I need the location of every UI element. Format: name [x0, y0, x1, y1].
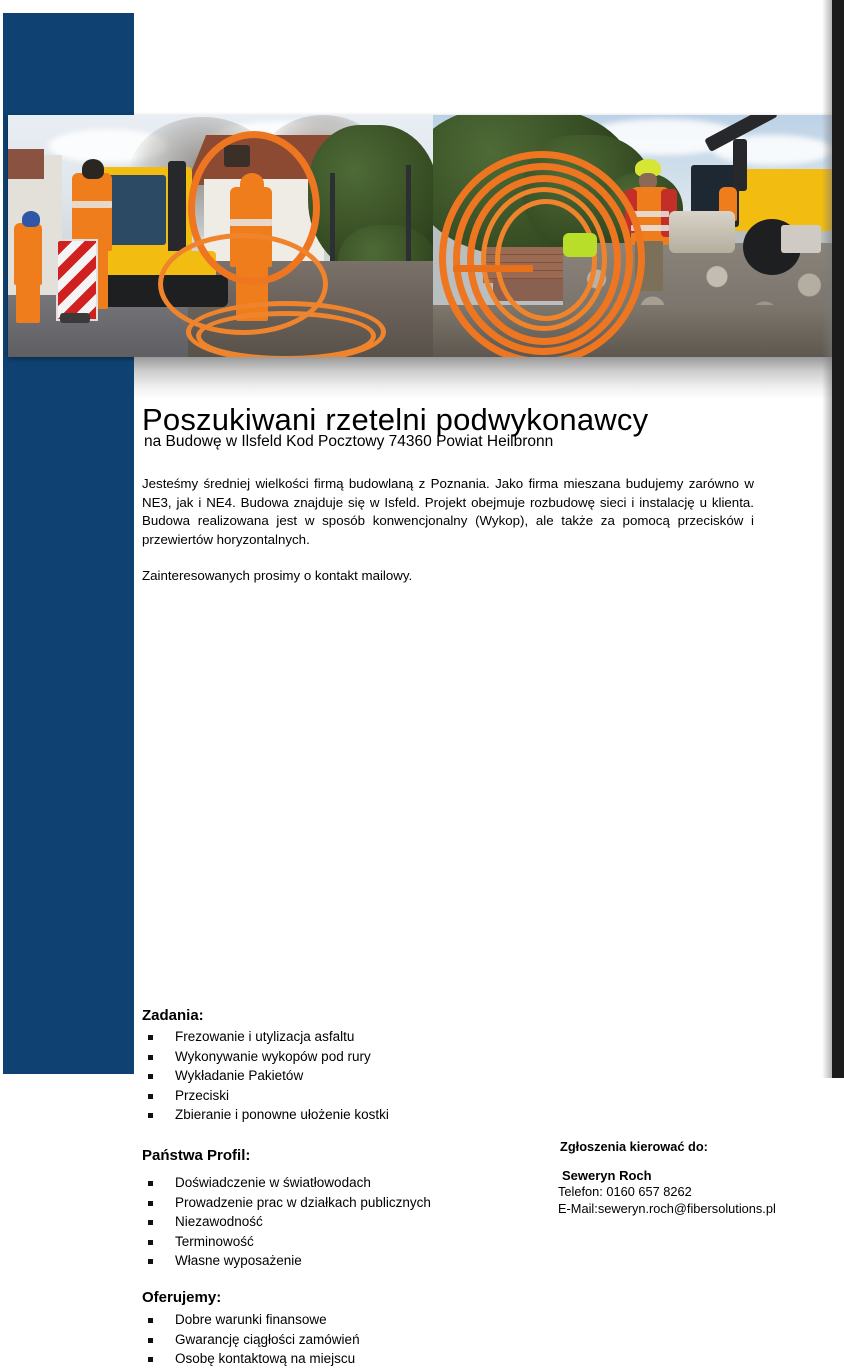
fiber-conduit-coil — [196, 311, 376, 357]
contact-block — [558, 1139, 818, 1217]
photo-conduit-coils — [433, 115, 832, 357]
intro-paragraph: Jesteśmy średniej wielkości firmą budowlaną z Poznania. Jako firma mieszana budujemy zarówno w NE3, jak i NE4. Budowa znajduje się w Isfeld. Projekt obejmuje rozbudowę sieci i instalację u klienta. Budowa realizowana jest w sposób konwencjonalny (Wykop), ale także za pomocą przecisków i przewiertów horyzontalnych. — [142, 476, 754, 547]
page-right-dark-band — [832, 0, 844, 1078]
barrier-leg — [60, 313, 90, 323]
contact-person-name: Seweryn Roch — [562, 1168, 652, 1183]
square-bullet-icon — [148, 1113, 153, 1118]
worker-helmet — [22, 211, 40, 227]
list-item-label: Frezowanie i utylizacja asfaltu — [175, 1029, 355, 1044]
list-item-label: Osobę kontaktową na miejscu — [175, 1351, 356, 1366]
list-item-label: Wykładanie Pakietów — [175, 1068, 304, 1083]
square-bullet-icon — [148, 1318, 153, 1323]
sandbag-stack — [669, 211, 735, 253]
conduit-strap — [453, 265, 533, 272]
worker-legs — [16, 281, 40, 323]
section-profile-heading: Państwa Profil: — [142, 1147, 251, 1164]
list-item — [142, 1027, 562, 1047]
square-bullet-icon — [148, 1055, 153, 1060]
list-item — [142, 1193, 562, 1213]
list-item-label: Niezawodność — [175, 1214, 263, 1229]
square-bullet-icon — [148, 1338, 153, 1343]
list-item — [142, 1310, 562, 1330]
page-subtitle: na Budowę w Ilsfeld Kod Pocztowy 74360 Powiat Heilbronn — [144, 433, 554, 450]
list-item-label: Zbieranie i ponowne ułożenie kostki — [175, 1107, 389, 1122]
section-profile — [142, 1147, 562, 1271]
contact-note: Zainteresowanych prosimy o kontakt mailowy. — [142, 568, 413, 584]
section-offer — [142, 1289, 562, 1369]
offer-list — [142, 1310, 562, 1369]
excavator-cab-glass — [104, 175, 166, 245]
square-bullet-icon — [148, 1094, 153, 1099]
list-item-label: Własne wyposażenie — [175, 1253, 302, 1268]
green-marker-bag — [563, 233, 597, 257]
worker-figure — [14, 223, 42, 285]
square-bullet-icon — [148, 1181, 153, 1186]
list-item-label: Dobre warunki finansowe — [175, 1312, 327, 1327]
list-item — [142, 1212, 562, 1232]
list-item-label: Wykonywanie wykopów pod rury — [175, 1048, 371, 1064]
square-bullet-icon — [148, 1074, 153, 1079]
section-offer-heading: Oferujemy: — [142, 1289, 222, 1306]
list-item — [142, 1330, 562, 1350]
profile-list — [142, 1173, 562, 1271]
worker-head — [82, 159, 104, 179]
road-barrier — [56, 239, 98, 321]
list-item-label: Doświadczenie w światłowodach — [175, 1175, 371, 1190]
list-item — [142, 1066, 562, 1086]
list-item — [142, 1232, 562, 1252]
list-item-label: Przeciski — [175, 1087, 230, 1103]
excavator-plate — [781, 225, 821, 253]
section-tasks — [142, 1007, 562, 1125]
poster-content — [134, 357, 832, 1366]
building-left-roof — [8, 149, 44, 179]
list-item-label: Gwarancję ciągłości zamówień — [175, 1331, 360, 1347]
hero-photo-strip — [8, 115, 832, 357]
list-item — [142, 1105, 562, 1125]
list-item — [142, 1251, 562, 1271]
square-bullet-icon — [148, 1220, 153, 1225]
hiviz-stripe — [72, 201, 112, 208]
list-item — [142, 1086, 562, 1106]
excavator-arm — [733, 139, 747, 191]
list-item-label: Terminowość — [175, 1233, 254, 1249]
photo-construction-crew — [8, 115, 433, 357]
square-bullet-icon — [148, 1357, 153, 1362]
contact-heading: Zgłoszenia kierować do: — [560, 1139, 708, 1154]
square-bullet-icon — [148, 1201, 153, 1206]
page-title: Poszukiwani rzetelni podwykonawcy — [142, 401, 649, 437]
square-bullet-icon — [148, 1240, 153, 1245]
contact-email[interactable]: E-Mail:seweryn.roch@fibersolutions.pl — [558, 1200, 776, 1216]
intro-paragraph-block — [142, 475, 754, 586]
list-item — [142, 1173, 562, 1193]
list-item — [142, 1349, 562, 1369]
list-item — [142, 1047, 562, 1067]
section-tasks-heading: Zadania: — [142, 1007, 204, 1024]
square-bullet-icon — [148, 1259, 153, 1264]
list-item-label: Prowadzenie prac w działkach publicznych — [175, 1194, 431, 1210]
contact-phone: Telefon: 0160 657 8262 — [558, 1184, 692, 1199]
fiber-conduit-coil — [495, 199, 597, 321]
square-bullet-icon — [148, 1035, 153, 1040]
tasks-list — [142, 1027, 562, 1125]
page-edge-shadow — [822, 0, 832, 1078]
